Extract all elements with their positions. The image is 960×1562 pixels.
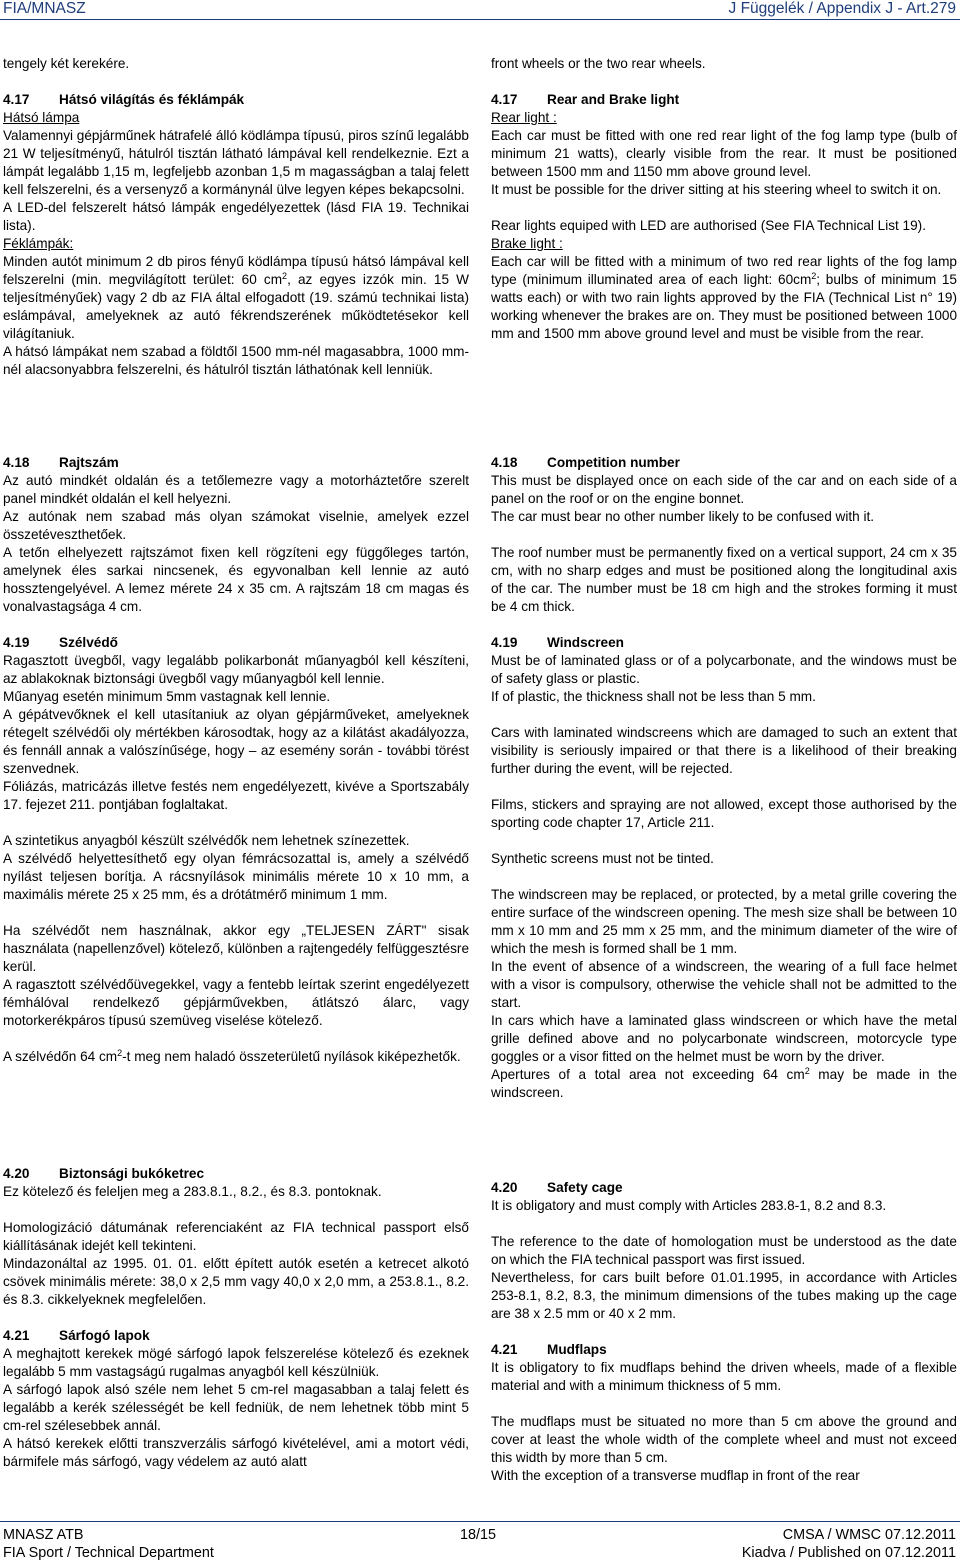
footer-left-line2: FIA Sport / Technical Department: [3, 1545, 214, 1561]
section-heading: [3, 1165, 469, 1183]
paragraph: tengely két kerekére.: [3, 56, 130, 71]
subheading: Brake light :: [491, 236, 563, 251]
section-number: 4.19: [3, 635, 30, 650]
paragraph: A szintetikus anyagból készült szélvédők nem lehetnek színezettek.: [3, 833, 410, 848]
paragraph: If of plastic, the thickness shall not be less than 5 mm.: [491, 689, 816, 704]
paragraph: Fóliázás, matricázás illetve festés nem engedélyezett, kivéve a Sportszabály 17. fejezet 211. pontjában foglaltakat.: [3, 779, 469, 812]
footer-right-line2: Kiadva / Published on 07.12.2011: [741, 1545, 956, 1561]
paragraph: Each car must be fitted with one red rear light of the fog lamp type (bulb of minimum 21 watts), clearly visible from the rear. It must be positioned between 1500 mm and 1150 mm above ground level.: [491, 128, 957, 179]
paragraph: Minden autót minimum 2 db piros fényű ködlámpa típusú hátsó lámpával kell felszerelni (min. megvilágított terület: 60 $cm^2$, az egyes izzók min. 15 W teljesítményűek) vagy 2 db az FIA által elfogadott (19. számú technikai lista) eslámpával, amelyeknek az autó fékrendszerének működtetésekor kell világítaniuk.: [3, 254, 469, 341]
section-number: 4.17: [491, 92, 518, 107]
paragraph: The car must bear no other number likely to be confused with it.: [491, 509, 875, 524]
section-number: 4.20: [491, 1180, 518, 1195]
header-left: FIA/MNASZ: [3, 0, 86, 17]
section-4-20: [3, 1165, 469, 1309]
section-heading: [491, 1179, 957, 1197]
paragraph: The roof number must be permanently fixed on a vertical support, 24 cm x 35 cm, with no sharp edges and must be positioned along the longitudinal axis of the car. The number must be 18 cm high and the strokes forming it must be 4 cm thick.: [491, 545, 957, 614]
paragraph: Films, stickers and spraying are not allowed, except those authorised by the sporting code chapter 17, Article 211.: [491, 797, 957, 830]
section-heading: [3, 91, 469, 109]
section-title: Sárfogó lapok: [59, 1328, 150, 1343]
section-number: 4.21: [3, 1328, 30, 1343]
paragraph: It is obligatory and must comply with Articles 283.8-1, 8.2 and 8.3.: [491, 1198, 887, 1213]
section-number: 4.18: [3, 455, 30, 470]
page-footer: [0, 1521, 960, 1562]
section-4-21: [491, 1341, 957, 1485]
paragraph: Valamennyi gépjárműnek hátrafelé álló ködlámpa típusú, piros színű legalább 21 W teljesítményű, hátulról tisztán látható lámpával kell rendelkeznie. Ezt a lámpát legalább 1,15 m, legfeljebb azonban 1,5 m magasságban a talaj felett kell felszerelni, és a versenyző a kormánynál ülve legyen képes bekapcsolni.: [3, 128, 469, 197]
header-right: J Függelék / Appendix J - Art.279: [728, 0, 956, 17]
paragraph: A meghajtott kerekek mögé sárfogó lapok felszerelése kötelező és ezeknek legalább 5 mm vastagságú rugalmas anyagból kell készülniük.: [3, 1346, 469, 1379]
footer-page-number: 18/15: [460, 1527, 497, 1543]
paragraph: Synthetic screens must not be tinted.: [491, 851, 714, 866]
section-heading: [3, 454, 469, 472]
subheading: Rear light :: [491, 110, 557, 125]
section-heading: [491, 634, 957, 652]
section-heading: [491, 454, 957, 472]
section-heading: [3, 1327, 469, 1345]
section-4-20: [491, 1179, 957, 1323]
section-title: Competition number: [547, 455, 680, 470]
section-title: Windscreen: [547, 635, 624, 650]
section-4-19: [491, 634, 957, 1102]
section-title: Mudflaps: [547, 1342, 607, 1357]
section-number: 4.21: [491, 1342, 518, 1357]
paragraph: In cars which have a laminated glass windscreen or which have the metal grille defined above and no polycarbonate windscreen, motorcycle type goggles or a visor fitted on the helmet must be worn by the driver.: [491, 1013, 957, 1064]
paragraph: A szélvédőn 64 $cm^2-t$ meg nem haladó összeterületű nyílások kiképezhetők.: [3, 1048, 461, 1064]
paragraph: It must be possible for the driver sitting at his steering wheel to switch it on.: [491, 182, 942, 197]
page-header: [0, 0, 960, 20]
section-4-18: [3, 454, 469, 616]
paragraph: Ez kötelező és feleljen meg a 283.8.1., 8.2., és 8.3. pontoknak.: [3, 1184, 382, 1199]
paragraph: front wheels or the two rear wheels.: [491, 56, 706, 71]
section-4-17: [491, 91, 957, 343]
paragraph: Cars with laminated windscreens which are damaged to such an extent that visibility is seriously impaired or that there is a likelihood of their breaking further during the event, will be rejected.: [491, 725, 957, 776]
section-title: Rear and Brake light: [547, 92, 680, 107]
section-heading: [491, 1341, 957, 1359]
section-heading: [491, 91, 957, 109]
section-title: Rajtszám: [59, 455, 119, 470]
paragraph: A gépátvevőknek el kell utasítaniuk az olyan gépjárműveket, amelyeknek rétegelt szélvédői oly mértékben károsodtak, hogy az a kilátást akadályozza, és fennáll annak a valószínűsége, hogy – az esemény során - további törést szenvednek.: [3, 707, 469, 776]
paragraph: A hátsó lámpákat nem szabad a földtől 1500 mm-nél magasabbra, 1000 mm-nél alacsonyabbra felszerelni, és hátulról tisztán láthatónak kell lenniük.: [3, 344, 469, 377]
section-title: Szélvédő: [59, 635, 118, 650]
section-continued: [3, 55, 469, 73]
footer-right-line1: CMSA / WMSC 07.12.2011: [782, 1527, 956, 1543]
paragraph: Nevertheless, for cars built before 01.01.1995, in accordance with Articles 253-8.1, 8.2, 8.3, the minimum dimensions of the tubes making up the cage are 38 x 2.5 mm or 40 x 2 mm.: [491, 1270, 957, 1321]
paragraph: Rear lights equiped with LED are authorised (See FIA Technical List 19).: [491, 218, 926, 233]
paragraph: The reference to the date of homologation must be understood as the date on which the FIA technical passport was first issued.: [491, 1234, 957, 1267]
paragraph: Az autónak nem szabad más olyan számokat viselnie, amelyek ezzel összetéveszthetőek.: [3, 509, 469, 542]
section-title: Safety cage: [547, 1180, 623, 1195]
paragraph: Az autó mindkét oldalán és a tetőlemezre vagy a motorháztetőre szerelt panel mindkét oldalán el kell helyezni.: [3, 473, 469, 506]
section-4-18: [491, 454, 957, 616]
section-continued: [491, 55, 957, 73]
paragraph: A sárfogó lapok alsó széle nem lehet 5 cm-rel magasabban a talaj felett és legalább a kerék szélességét be kell fedniük, de nem lehetnek több mint 5 cm-rel szélesebbek annál.: [3, 1382, 469, 1433]
section-4-17: [3, 91, 469, 379]
paragraph: With the exception of a transverse mudflap in front of the rear: [491, 1468, 860, 1483]
paragraph: It is obligatory to fix mudflaps behind the driven wheels, made of a flexible material and with a minimum thickness of 5 mm.: [491, 1360, 957, 1393]
paragraph: In the event of absence of a windscreen, the wearing of a full face helmet with a visor is compulsory, otherwise the vehicle shall not be admitted to the start.: [491, 959, 957, 1010]
paragraph: Műanyag esetén minimum 5mm vastagnak kell lennie.: [3, 689, 331, 704]
section-number: 4.18: [491, 455, 518, 470]
paragraph: A tetőn elhelyezett rajtszámot fixen kell rögzíteni egy függőleges tartón, amelynek éles sarkai nincsenek, és egyvonalban kell lennie az autó hossztengelyével. A lemez mérete 24 x 35 cm. A rajtszám 18 cm magas és vonalvastagsága 4 cm.: [3, 545, 469, 614]
section-number: 4.20: [3, 1166, 30, 1181]
paragraph: Must be of laminated glass or of a polycarbonate, and the windows must be of safety glass or plastic.: [491, 653, 957, 686]
paragraph: A ragasztott szélvédőüvegekkel, vagy a fentebb leírtak szerint engedélyezett fémhálóval rendelkező gépjárművekben, átlátszó álarc, vagy motorkerékpáros típusú szemüveg viselése kötelező.: [3, 977, 469, 1028]
section-title: Hátsó világítás és féklámpák: [59, 92, 245, 107]
paragraph: A szélvédő helyettesíthető egy olyan fémrácsozattal is, amely a szélvédő nyílást teljesen borítja. A rácsnyílások minimális mérete 10 x 10 mm, a maximális mérete 25 x 25 mm, és a drótátmérő minimum 1 mm.: [3, 851, 469, 902]
paragraph: Homologizáció dátumának referenciaként az FIA technical passport első kiállításának idejét kell tekinteni.: [3, 1220, 469, 1253]
paragraph: Mindazonáltal az 1995. 01. 01. előtt épített autók esetén a ketrecet alkotó csövek minimális mérete: 38,0 x 2,5 mm vagy 40,0 x 2,0 mm, a 253.8.1., 8.2. és 8.3. cikkelyeknek megfelelően.: [3, 1256, 469, 1307]
paragraph: The windscreen may be replaced, or protected, by a metal grille covering the entire surface of the windscreen opening. The mesh size shall be between 10 mm x 10 mm and 25 mm x 25 mm, and the minimum diameter of the wire of which the mesh is formed shall be 1 mm.: [491, 887, 957, 956]
paragraph: Each car will be fitted with a minimum of two red rear lights of the fog lamp type (minimum illuminated area of each light: $60cm^2$; bulbs of minimum 15 watts each) or with two rain lights approved by the FIA (Technical List n° 19) working whenever the brakes are on. They must be positioned between 1000 mm and 1500 mm above ground level and must be visible from the rear.: [491, 254, 957, 341]
section-4-19: [3, 634, 469, 1066]
section-heading: [3, 634, 469, 652]
paragraph: This must be displayed once on each side of the car and on each side of a panel on the roof or on the engine bonnet.: [491, 473, 957, 506]
subheading: Hátsó lámpa: [3, 110, 80, 125]
section-4-21: [3, 1327, 469, 1471]
paragraph: A hátsó kerekek előtti transzverzális sárfogó kivételével, ami a motort védi, bármifele más sárfogó, vagy védelem az autó alatt: [3, 1436, 469, 1469]
subheading: Féklámpák:: [3, 236, 74, 251]
footer-left-line1: MNASZ ATB: [3, 1527, 84, 1543]
paragraph: A LED-del felszerelt hátsó lámpák engedélyezettek (lásd FIA 19. Technikai lista).: [3, 200, 469, 233]
paragraph: The mudflaps must be situated no more than 5 cm above the ground and cover at least the whole width of the complete wheel and must not exceed this width by more than 5 cm.: [491, 1414, 957, 1465]
section-title: Biztonsági bukóketrec: [59, 1166, 205, 1181]
paragraph: Apertures of a total area not exceeding 64 $cm^2$ may be made in the windscreen.: [491, 1066, 958, 1100]
paragraph: Ragasztott üvegből, vagy legalább polikarbonát műanyagból kell készíteni, az ablakoknak biztonsági üvegből vagy műanyagból kell lennie.: [3, 653, 469, 686]
paragraph: Ha szélvédőt nem használnak, akkor egy „TELJESEN ZÁRT" sisak használata (napellenzővel) kötelező, különben a rajtengedély felfüggesztésre kerül.: [3, 923, 469, 974]
section-number: 4.19: [491, 635, 518, 650]
section-number: 4.17: [3, 92, 30, 107]
